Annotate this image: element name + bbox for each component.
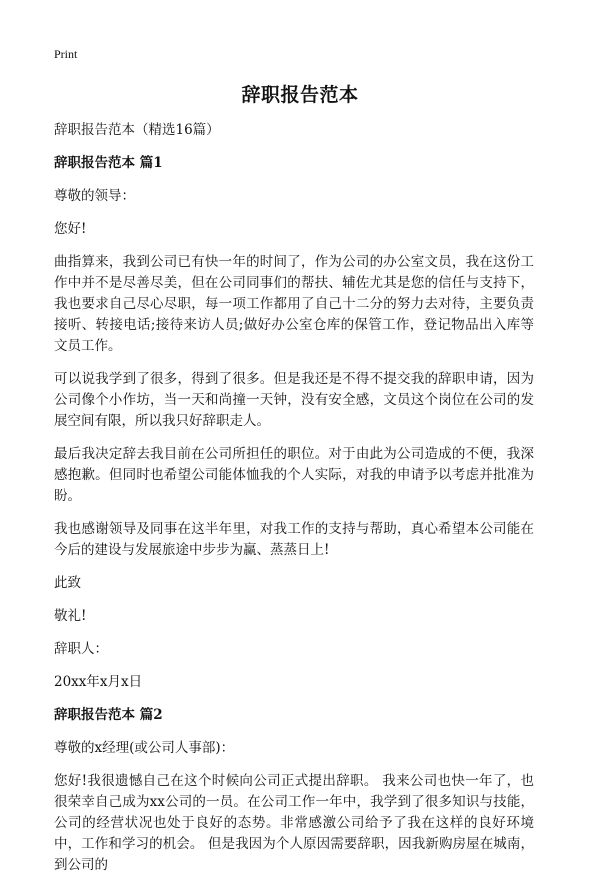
- letter1-paragraph-4: 我也感谢领导及同事在这半年里，对我工作的支持与帮助，真心希望本公司能在今后的建设与发展旅途中步步为赢、蒸蒸日上!: [54, 521, 534, 558]
- letter1-closing-2: 敬礼!: [54, 608, 87, 624]
- letter1-paragraph-3: 最后我决定辞去我目前在公司所担任的职位。对于由此为公司造成的不便，我深感抱歉。但同时也希望公司能体恤我的个人实际，对我的申请予以考虑并批准为盼。: [54, 446, 534, 504]
- letter2-salutation: 尊敬的x经理(或公司人事部)：: [54, 740, 235, 756]
- document-title: 辞职报告范本: [241, 84, 359, 106]
- document-subtitle: 辞职报告范本（精选16篇）: [54, 122, 220, 138]
- letter1-closing-1: 此致: [54, 575, 81, 591]
- letter1-date: 20xx年x月x日: [54, 674, 143, 690]
- letter1-greeting: 您好!: [54, 221, 87, 237]
- letter2-paragraph-1: 您好!我很遗憾自己在这个时候向公司正式提出辞职。 我来公司也快一年了，也很荣幸自己成为xx公司的一员。在公司工作一年中，我学到了很多知识与技能，公司的经营状况也处于良好的态势。非常感激公司给予了我在这样的良好环境中，工作和学习的机会。 但是我因为个人原因需要辞职，因我新购房屋在城南，到公司的: [54, 773, 534, 873]
- letter1-heading: 辞职报告范本 篇1: [54, 155, 163, 171]
- document-body: [54, 120, 534, 888]
- letter1-salutation: 尊敬的领导：: [54, 188, 135, 204]
- print-label: Print: [54, 47, 78, 61]
- letter1-paragraph-1: 曲指算来，我到公司已有快一年的时间了，作为公司的办公室文员，我在这份工作中并不是尽善尽美，但在公司同事们的帮扶、辅佐尤其是您的信任与支持下，我也要求自己尽心尽职，每一项工作都用了自己十二分的努力去对待，主要负责接听、转接电话;接待来访人员;做好办公室仓库的保管工作，登记物品出入库等文员工作。: [54, 254, 534, 354]
- letter1-paragraph-2: 可以说我学到了很多，得到了很多。但是我还是不得不提交我的辞职申请，因为公司像个小作坊，当一天和尚撞一天钟，没有安全感，文员这个岗位在公司的发展空间有限，所以我只好辞职走人。: [54, 371, 534, 429]
- letter2-heading: 辞职报告范本 篇2: [54, 707, 163, 723]
- letter1-signer: 辞职人：: [54, 641, 108, 657]
